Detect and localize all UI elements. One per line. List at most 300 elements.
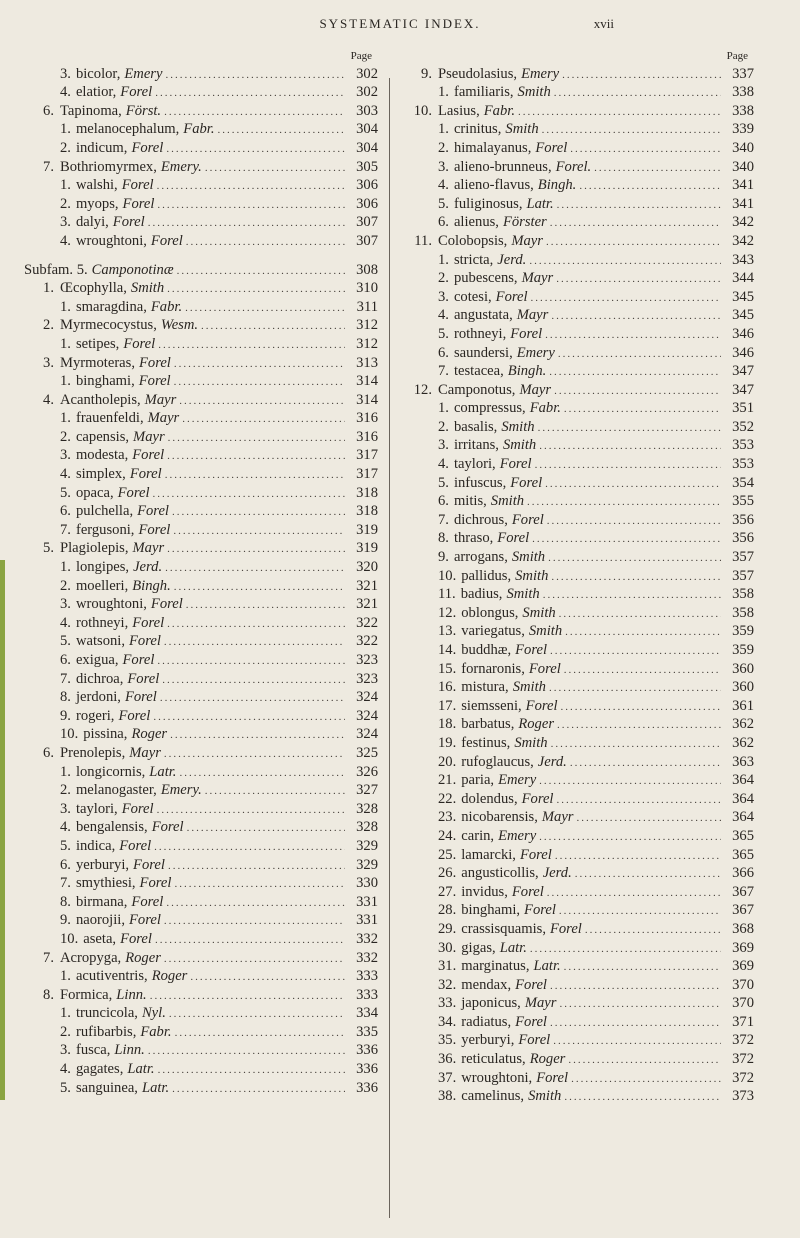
entry-page: 324 (356, 689, 378, 706)
entry-number: 9. (421, 65, 432, 82)
dot-leader (539, 772, 721, 791)
entry-page: 331 (356, 912, 378, 929)
entry-number: 5. (438, 195, 449, 212)
entry-page: 307 (356, 232, 378, 249)
entry-page: 329 (356, 837, 378, 854)
dot-leader (547, 512, 721, 531)
entry-number: 7. (60, 521, 71, 538)
species-entry (402, 1050, 754, 1069)
entry-number: 9. (60, 912, 71, 929)
entry-author: Roger (529, 1051, 566, 1068)
entry-author: Forel (129, 633, 161, 650)
dot-leader (542, 121, 721, 140)
species-entry (24, 465, 378, 484)
entry-page: 345 (732, 307, 754, 324)
entry-name: indicum, (75, 139, 128, 156)
entry-author: Smith (501, 418, 535, 435)
entry-name: binghami, (461, 902, 521, 919)
entry-page: 307 (356, 214, 378, 231)
entry-name: Myrmecocystus, (60, 317, 157, 334)
entry-number: 5. (438, 325, 449, 342)
dot-leader (167, 447, 345, 466)
species-entry (402, 362, 754, 381)
entry-number: 22. (438, 790, 457, 807)
entry-page: 372 (732, 1032, 754, 1049)
dot-leader (174, 578, 345, 597)
dot-leader (174, 875, 345, 894)
species-entry (24, 688, 378, 707)
entry-number: 3. (43, 354, 54, 371)
entry-number: 5. (438, 474, 449, 491)
entry-author: Forel (497, 530, 530, 547)
species-entry (402, 567, 754, 586)
entry-number: 4. (438, 456, 449, 473)
dot-leader (179, 764, 345, 783)
dot-leader (175, 1024, 345, 1043)
entry-number: 7. (438, 363, 449, 380)
entry-page: 357 (732, 549, 754, 566)
species-entry (402, 957, 754, 976)
entry-page: 346 (732, 344, 754, 361)
entry-number: 2. (438, 418, 449, 435)
entry-author: Forel (515, 976, 547, 993)
entry-number: 24. (438, 827, 457, 844)
dot-leader (185, 299, 345, 318)
entry-number: 3. (438, 437, 449, 454)
genus-entry (24, 316, 378, 335)
species-entry (402, 846, 754, 865)
entry-page: 328 (356, 819, 378, 836)
species-entry (24, 725, 378, 744)
dot-leader (530, 940, 721, 959)
dot-leader (571, 1070, 721, 1089)
dot-leader (201, 317, 345, 336)
entry-number: 28. (438, 902, 457, 919)
entry-number: 10. (60, 726, 79, 743)
entry-number: 2. (60, 782, 71, 799)
entry-author: Förster (502, 214, 547, 231)
entry-name: jerdoni, (75, 689, 121, 706)
entry-number: 7. (60, 670, 71, 687)
entry-name: simplex, (75, 466, 126, 483)
entry-name: Tapinoma, (60, 102, 122, 119)
entry-author: Fabr. (150, 298, 183, 315)
entry-number: 12. (413, 381, 432, 398)
dot-leader (564, 661, 721, 680)
entry-number: 32. (438, 976, 457, 993)
entry-author: Emery. (160, 158, 202, 175)
dot-leader (164, 103, 345, 122)
entry-name: Colobopsis, (438, 232, 508, 249)
entry-number: 2. (43, 317, 54, 334)
entry-number: 11. (414, 232, 432, 249)
entry-page: 355 (732, 493, 754, 510)
entry-name: elatior, (75, 84, 117, 101)
species-entry (402, 399, 754, 418)
entry-author: Forel (511, 511, 544, 528)
entry-name: nicobarensis, (461, 809, 538, 826)
entry-name: crinitus, (453, 121, 502, 138)
entry-author: Forel (549, 920, 582, 937)
entry-author: Emery (516, 344, 555, 361)
entry-page: 369 (732, 958, 754, 975)
entry-page: 361 (732, 697, 754, 714)
species-entry (24, 195, 378, 214)
entry-page: 356 (732, 511, 754, 528)
species-entry (402, 139, 754, 158)
entry-number: 3. (60, 800, 71, 817)
genus-entry (402, 381, 754, 400)
species-entry (24, 1004, 378, 1023)
entry-author: Smith (511, 549, 546, 566)
genus-entry (402, 232, 754, 251)
entry-page: 314 (356, 391, 378, 408)
entry-name: Formica, (60, 986, 113, 1003)
entry-name: pulchella, (75, 503, 134, 520)
entry-author: Roger (125, 949, 161, 966)
species-entry (24, 818, 378, 837)
dot-leader (167, 280, 345, 299)
species-entry (24, 65, 378, 84)
entry-name: fornaronis, (461, 660, 525, 677)
entry-number: 34. (438, 1013, 457, 1030)
entry-author: Forel (528, 660, 561, 677)
dot-leader (564, 958, 721, 977)
entry-number: 10. (60, 930, 79, 947)
entry-name: rufoglaucus, (461, 753, 534, 770)
entry-number: 4. (438, 177, 449, 194)
entry-author: Forel (132, 447, 165, 464)
entry-author: Forel (122, 652, 155, 668)
entry-page: 332 (356, 949, 378, 966)
entry-number: 4. (60, 1061, 71, 1078)
entry-page: 347 (732, 363, 754, 380)
entry-number: 1. (60, 121, 71, 138)
dot-leader (585, 921, 721, 940)
entry-number: 8. (60, 893, 71, 910)
entry-name: Bothriomyrmex, (60, 158, 157, 175)
entry-name: irritans, (453, 437, 499, 454)
dot-leader (538, 419, 721, 438)
entry-author: Camponotinæ (91, 261, 174, 278)
entry-page: 332 (356, 930, 378, 947)
entry-page: 324 (356, 707, 378, 724)
entry-page: 367 (732, 883, 754, 900)
species-entry (402, 492, 754, 511)
species-entry (24, 176, 378, 195)
dot-leader (165, 466, 345, 485)
entry-name: longipes, (75, 559, 130, 576)
species-entry (402, 251, 754, 270)
entry-name: mistura, (461, 679, 509, 696)
entry-author: Forel (515, 642, 548, 658)
entry-author: Forel (138, 373, 171, 390)
genus-entry (24, 158, 378, 177)
genus-entry (402, 65, 754, 84)
entry-name: exigua, (75, 652, 119, 668)
entry-number: 3. (60, 596, 71, 613)
entry-page: 341 (732, 177, 754, 194)
entry-number: 2. (438, 139, 449, 156)
entry-page: 336 (356, 1079, 378, 1096)
running-title: SYSTEMATIC INDEX. (319, 16, 481, 31)
dot-leader (190, 968, 345, 987)
entry-number: 4. (60, 84, 71, 101)
entry-page: 321 (356, 596, 378, 613)
dot-leader (165, 66, 345, 85)
entry-number: 1. (60, 335, 71, 352)
dot-leader (559, 605, 721, 624)
entry-number: 9. (438, 549, 449, 566)
species-entry (24, 428, 378, 447)
entry-number: 8. (438, 530, 449, 547)
entry-author: Forel (536, 1069, 569, 1086)
entry-page: 342 (732, 214, 754, 231)
entry-author: Forel (118, 707, 151, 724)
entry-author: Smith (517, 84, 551, 101)
species-entry (402, 1069, 754, 1088)
entry-author: Latr. (149, 763, 177, 780)
entry-page: 317 (356, 466, 378, 483)
species-entry (402, 158, 754, 177)
entry-page: 365 (732, 827, 754, 844)
species-entry (402, 213, 754, 232)
entry-page: 347 (732, 381, 754, 398)
dot-leader (539, 828, 721, 847)
entry-page: 357 (732, 567, 754, 584)
entry-author: Smith (522, 604, 556, 621)
entry-author: Mayr (133, 428, 165, 445)
entry-number: 35. (438, 1032, 457, 1049)
entry-author: Latr. (499, 939, 527, 956)
dot-leader (164, 950, 345, 969)
entry-page: 365 (732, 846, 754, 863)
dot-leader (173, 522, 345, 541)
entry-name: rufibarbis, (75, 1023, 137, 1040)
entry-name: reticulatus, (461, 1051, 526, 1068)
entry-author: Fabr. (483, 102, 515, 119)
entry-author: Forel (495, 288, 528, 305)
entry-page: 308 (356, 261, 378, 278)
entry-number: 6. (438, 344, 449, 361)
entry-name: paria, (461, 772, 495, 789)
entry-number: 7. (60, 875, 71, 892)
entry-name: carin, (461, 827, 495, 844)
entry-number: 1. (438, 84, 449, 101)
entry-author: Jerd. (497, 251, 527, 268)
entry-page: 323 (356, 670, 378, 687)
entry-number: 6. (438, 493, 449, 510)
dot-leader (150, 987, 345, 1006)
entry-number: 6. (60, 652, 71, 668)
entry-page: 341 (732, 195, 754, 212)
entry-name: Lasius, (438, 102, 480, 119)
species-entry (24, 911, 378, 930)
dot-leader (532, 530, 721, 549)
entry-name: mitis, (453, 493, 487, 510)
entry-name: wroughtoni, (75, 232, 147, 249)
dot-leader (166, 140, 345, 159)
entry-author: Jerd. (537, 753, 567, 770)
entry-page: 369 (732, 939, 754, 956)
species-entry (402, 288, 754, 307)
dot-leader (551, 735, 721, 754)
dot-leader (550, 977, 721, 996)
dot-leader (158, 336, 345, 355)
dot-leader (550, 1014, 721, 1033)
entry-author: Forel (119, 837, 152, 854)
entry-number: 23. (438, 809, 457, 826)
entry-name: Prenolepis, (60, 744, 126, 761)
entry-number: 36. (438, 1051, 457, 1068)
entry-number: 4. (60, 466, 71, 483)
entry-author: Forel (121, 800, 154, 817)
entry-number: 1. (60, 559, 71, 576)
entry-name: pallidus, (461, 567, 512, 584)
genus-entry (24, 354, 378, 373)
entry-number: 30. (438, 939, 457, 956)
species-entry (24, 484, 378, 503)
entry-author: Latr. (127, 1061, 155, 1078)
entry-number: 4. (43, 391, 54, 408)
entry-author: Roger (518, 716, 555, 733)
entry-name: buddhæ, (461, 642, 512, 658)
entry-page: 368 (732, 920, 754, 937)
entry-author: Forel (133, 856, 165, 873)
dot-leader (205, 782, 345, 801)
entry-name: pubescens, (453, 270, 518, 287)
entry-number: 4. (60, 614, 71, 631)
entry-number: 1. (60, 177, 71, 194)
species-entry (24, 893, 378, 912)
entry-name: dichroa, (75, 670, 124, 687)
entry-author: Först. (125, 102, 162, 119)
species-entry (402, 325, 754, 344)
entry-number: 12. (438, 604, 457, 621)
entry-name: myops, (75, 195, 119, 212)
entry-number: 1. (60, 410, 71, 427)
species-entry (402, 83, 754, 102)
page-number: xvii (593, 16, 614, 31)
entry-name: yerburyi, (461, 1032, 515, 1049)
entry-name: melanogaster, (75, 782, 157, 799)
entry-name: variegatus, (461, 623, 525, 640)
entry-page: 345 (732, 288, 754, 305)
page-column-label: Page (350, 50, 372, 62)
entry-author: Forel (521, 790, 554, 807)
entry-author: Mayr (144, 391, 177, 408)
entry-author: Forel (131, 893, 164, 910)
species-entry (24, 120, 378, 139)
dot-leader (162, 671, 345, 690)
entry-author: Forel (121, 177, 154, 194)
entry-name: smythiesi, (75, 875, 136, 892)
entry-name: binghami, (75, 373, 135, 390)
entry-page: 338 (732, 102, 754, 119)
entry-author: Forel (124, 689, 157, 706)
entry-page: 354 (732, 474, 754, 491)
species-entry (402, 901, 754, 920)
entry-number: 1. (438, 251, 449, 268)
entry-author: Emery (498, 827, 537, 844)
entry-page: 333 (356, 968, 378, 985)
entry-page: 336 (356, 1061, 378, 1078)
entry-name: thraso, (453, 530, 494, 547)
entry-page: 346 (732, 325, 754, 342)
species-entry (402, 455, 754, 474)
entry-author: Smith (506, 586, 540, 603)
entry-number: 1. (43, 280, 54, 297)
genus-entry (24, 986, 378, 1005)
dot-leader (154, 838, 345, 857)
entry-page: 359 (732, 642, 754, 658)
dot-leader (554, 382, 721, 401)
entry-name: cotesi, (453, 288, 492, 305)
entry-name: pissina, (83, 726, 128, 743)
entry-author: Latr. (533, 958, 561, 975)
species-entry (24, 856, 378, 875)
entry-name: birmana, (75, 893, 128, 910)
entry-author: Bingh. (537, 177, 577, 194)
entry-name: acutiventris, (75, 968, 148, 985)
entry-author: Forel (150, 232, 183, 249)
entry-page: 305 (356, 158, 378, 175)
species-entry (402, 176, 754, 195)
entry-page: 302 (356, 65, 378, 82)
entry-author: Jerd. (542, 865, 572, 882)
entry-number: 2. (60, 428, 71, 445)
entry-name: compressus, (453, 400, 526, 417)
dot-leader (155, 84, 345, 103)
species-entry (24, 651, 378, 670)
entry-name: lamarcki, (461, 846, 516, 863)
entry-author: Forel (138, 521, 171, 538)
dot-leader (546, 233, 721, 252)
entry-author: Smith (502, 437, 537, 454)
dot-leader (174, 355, 345, 374)
entry-number: 6. (438, 214, 449, 231)
entry-name: barbatus, (461, 716, 515, 733)
index-column-right (402, 46, 754, 1106)
species-entry (402, 436, 754, 455)
species-entry (24, 874, 378, 893)
species-entry (402, 1013, 754, 1032)
dot-leader (550, 214, 721, 233)
entry-name: modesta, (75, 447, 129, 464)
dot-leader (179, 392, 345, 411)
species-entry (402, 269, 754, 288)
entry-number: 38. (438, 1088, 457, 1105)
genus-entry (24, 744, 378, 763)
entry-author: Forel (139, 875, 172, 892)
entry-number: 6. (43, 102, 54, 119)
entry-page: 362 (732, 716, 754, 733)
species-entry (24, 800, 378, 819)
dot-leader (164, 912, 345, 931)
entry-page: 342 (732, 232, 754, 249)
dot-leader (535, 456, 721, 475)
entry-author: Forel (120, 930, 152, 947)
species-entry (24, 139, 378, 158)
species-entry (402, 344, 754, 363)
entry-page: 367 (732, 902, 754, 919)
entry-name: gigas, (461, 939, 496, 956)
entry-author: Forel (137, 503, 169, 520)
entry-name: testacea, (453, 363, 504, 380)
entry-author: Mayr (147, 410, 180, 427)
dot-leader (167, 540, 345, 559)
species-entry (24, 1041, 378, 1060)
